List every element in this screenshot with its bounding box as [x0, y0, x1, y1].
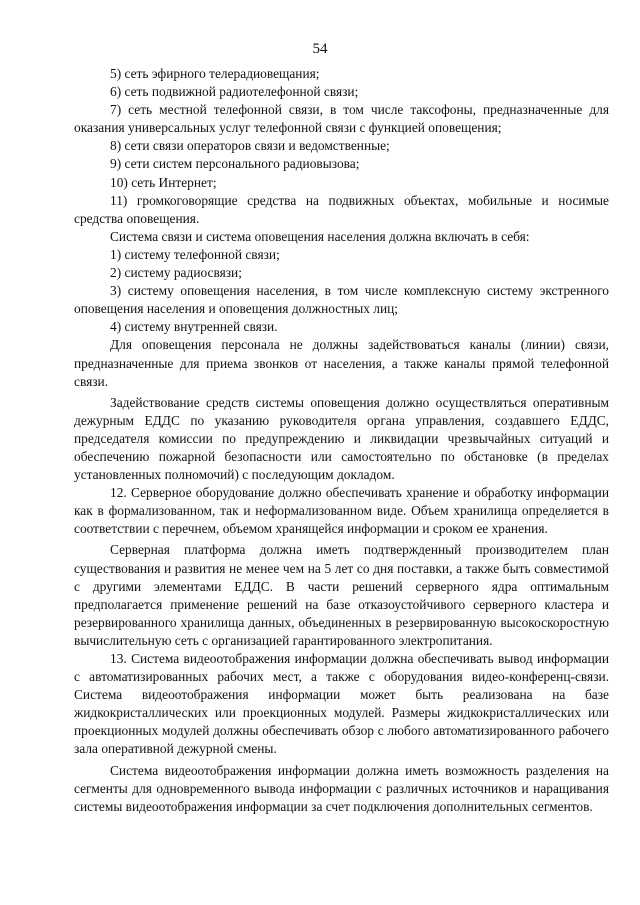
page-number: 54: [312, 41, 328, 57]
paragraph-item-9: 9) сети систем персонального радиовызова;: [110, 156, 360, 172]
paragraph-system-3: 3) систему оповещения населения, в том числе комплексную систему экстренного оповещения населения и оповещения должностных лиц;: [74, 283, 609, 317]
paragraph-server-platform: Серверная платформа должна иметь подтвержденный производителем план существования и развития не менее чем на 5 лет со дня поставки, а также быть совместимой с другими элементами ЕДДС. В части решений серверного ядра оптимальным предполагается применение решений на базе отказоустойчивого серверного кластера и резервированного хранилища данных, объединенных в резервированную высокоскоростную вычислительную сеть с организацией гарантированного электропитания.: [74, 542, 609, 648]
paragraph-system-4: 4) систему внутренней связи.: [110, 319, 278, 335]
paragraph-system-1: 1) систему телефонной связи;: [110, 246, 280, 262]
paragraph-alert-activation: Задействование средств системы оповещения должно осуществляться оперативным дежурным ЕДДС по указанию руководителя органа управления, создавшего ЕДДС, председателя комиссии по предупреждению и ликвидации чрезвычайных ситуаций и обеспечению пожарной безопасности или самостоятельно по обстановке (в пределах установленных полномочий) с последующим докладом.: [74, 394, 609, 483]
document-body: [74, 65, 609, 816]
paragraph-video-segments: Система видеоотображения информации должна иметь возможность разделения на сегменты для одновременного вывода информации с различных источников и наращивания системы видеоотображения информации за счет подключения дополнительных сегментов.: [74, 762, 609, 814]
paragraph-item-6: 6) сеть подвижной радиотелефонной связи;: [110, 84, 359, 100]
paragraph-system-2: 2) систему радиосвязи;: [110, 265, 242, 281]
paragraph-item-7: 7) сеть местной телефонной связи, в том числе таксофоны, предназначенные для оказания универсальных услуг телефонной связи с функцией оповещения;: [74, 102, 609, 136]
paragraph-system-intro: Система связи и система оповещения населения должна включать в себя:: [110, 228, 530, 244]
paragraph-item-5: 5) сеть эфирного телерадиовещания;: [110, 66, 320, 81]
paragraph-item-11: 11) громкоговорящие средства на подвижных объектах, мобильные и носимые средства оповещения.: [74, 192, 609, 226]
paragraph-13-video: 13. Система видеоотображения информации должна обеспечивать вывод информации с автоматизированных рабочих мест, а также с оборудования видео-конференц-связи. Система видеоотображения информации может быть реализована на базе жидкокристаллических или проекционных модулей. Размеры жидкокристаллических или проекционных модулей должны обеспечивать обзор с любого автоматизированного рабочего зала оперативной дежурной смены.: [74, 651, 609, 757]
paragraph-item-8: 8) сети связи операторов связи и ведомственные;: [110, 138, 390, 154]
paragraph-12-server: 12. Серверное оборудование должно обеспечивать хранение и обработку информации как в формализованном, так и неформализованном виде. Объем хранилища определяется в соответствии с перечнем, объемом хранящейся информации и сроком ее хранения.: [74, 485, 609, 537]
paragraph-item-10: 10) сеть Интернет;: [110, 174, 217, 190]
paragraph-staff-alerting: Для оповещения персонала не должны задействоваться каналы (линии) связи, предназначенные для приема звонков от населения, а также каналы прямой телефонной связи.: [74, 337, 609, 389]
